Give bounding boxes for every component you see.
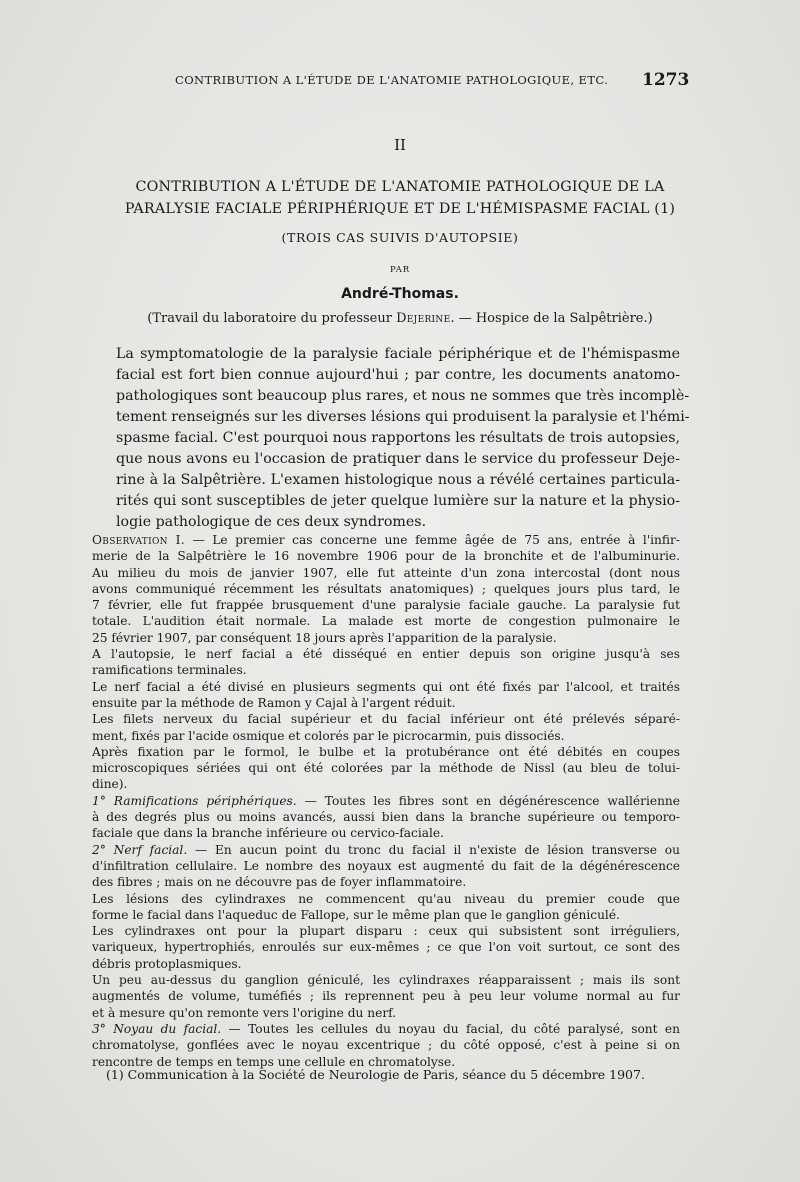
- body-line: variqueux, hypertrophiés, enroulés sur eux-mêmes ; ce que l'on voit surtout, ce sont des: [92, 940, 680, 955]
- title-line: CONTRIBUTION A L'ÉTUDE DE L'ANATOMIE PATHOLOGIQUE DE LA: [135, 179, 665, 195]
- observation-body: [92, 532, 680, 1070]
- section-label: 1° Ramifications périphériques.: [92, 793, 297, 808]
- affiliation-prefix: (Travail du laboratoire du professeur: [147, 311, 397, 326]
- intro-line: tement renseignés sur les diverses lésions qui produisent la paralysie et l'hémi-: [116, 409, 690, 425]
- body-line: faciale que dans la branche inférieure ou cervico-faciale.: [92, 826, 444, 841]
- body-line: chromatolyse, gonflées avec le noyau excentrique ; du côté opposé, c'est à peine si on: [92, 1038, 680, 1053]
- section-first-line-text: — Toutes les fibres sont en dégénérescence wallérienne: [296, 793, 680, 808]
- body-line: Les filets nerveux du facial supérieur et du facial inférieur ont été prélevés séparé-: [92, 712, 680, 727]
- affiliation-professor: Dejerine: [396, 311, 451, 326]
- section-first-line-text: — En aucun point du tronc du facial il n'existe de lésion transverse ou: [187, 842, 680, 857]
- body-line: avons communiqué récemment les résultats anatomiques) ; quelques jours plus tard, le: [92, 581, 680, 596]
- section-first-line-text: — Toutes les cellules du noyau du facial, du côté paralysé, sont en: [221, 1021, 680, 1036]
- intro-line: logie pathologique de ces deux syndromes.: [116, 514, 427, 530]
- body-line: Le nerf facial a été divisé en plusieurs segments qui ont été fixés par l'alcool, et traités: [92, 679, 680, 694]
- body-line: dine).: [92, 777, 128, 792]
- body-line: totale. L'audition était normale. La malade est morte de congestion pulmonaire le: [92, 614, 680, 629]
- body-line: Les cylindraxes ont pour la plupart disparu : ceux qui subsistent sont irréguliers,: [92, 924, 680, 939]
- body-line: rencontre de temps en temps une cellule en chromatolyse.: [92, 1054, 456, 1069]
- body-line: ensuite par la méthode de Ramon y Cajal à l'argent réduit.: [92, 695, 456, 710]
- section-first-line: [92, 793, 680, 809]
- affiliation: [90, 311, 710, 326]
- body-line: ment, fixés par l'acide osmique et colorés par le picrocarmin, puis dissociés.: [92, 728, 565, 743]
- section-first-line: [92, 842, 680, 858]
- section-number: II: [394, 136, 406, 154]
- body-line: forme le facial dans l'aqueduc de Fallope, sur le même plan que le ganglion géniculé.: [92, 907, 620, 922]
- body-line: Après fixation par le formol, le bulbe et la protubérance ont été débités en coupes: [92, 744, 680, 759]
- body-line: A l'autopsie, le nerf facial a été disséqué en entier depuis son origine jusqu'à ses: [92, 647, 680, 662]
- running-head: CONTRIBUTION A L'ÉTUDE DE L'ANATOMIE PATHOLOGIQUE, ETC.: [175, 73, 609, 87]
- body-line: Les lésions des cylindraxes ne commencent qu'au niveau du premier coude que: [92, 891, 680, 906]
- intro-line: pathologiques sont beaucoup plus rares, et nous ne sommes que très incomplè-: [116, 388, 690, 404]
- affiliation-suffix: . — Hospice de la Salpêtrière.): [450, 311, 653, 326]
- body-line: merie de la Salpêtrière le 16 novembre 1906 pour de la bronchite et de l'albuminurie.: [92, 549, 680, 564]
- body-line: Au milieu du mois de janvier 1907, elle fut atteinte d'un zona intercostal (dont nous: [92, 565, 680, 580]
- observation-first-line: [92, 532, 680, 548]
- body-line: à des degrés plus ou moins avancés, aussi bien dans la branche supérieure ou temporo-: [92, 810, 680, 825]
- body-line: 25 février 1907, par conséquent 18 jours après l'apparition de la paralysie.: [92, 630, 557, 645]
- article-title: [60, 176, 740, 220]
- byline-par: PAR: [390, 265, 410, 275]
- intro-line: rités qui sont susceptibles de jeter quelque lumière sur la nature et la physio-: [116, 493, 680, 509]
- section-first-line: [92, 1021, 680, 1037]
- intro-line: La symptomatologie de la paralysie faciale périphérique et de l'hémispasme: [116, 346, 680, 362]
- body-line: augmentés de volume, tuméfiés ; ils reprennent peu à peu leur volume normal au fur: [92, 989, 680, 1004]
- intro-line: que nous avons eu l'occasion de pratiquer dans le service du professeur Deje-: [116, 451, 680, 467]
- article-subtitle: (TROIS CAS SUIVIS D'AUTOPSIE): [281, 230, 519, 245]
- section-label: 2° Nerf facial.: [92, 842, 188, 857]
- observation-first-line-text: — Le premier cas concerne une femme âgée de 75 ans, entrée à l'infir-: [184, 533, 680, 547]
- observation-label: Observation I.: [92, 533, 185, 547]
- body-line: et à mesure qu'on remonte vers l'origine du nerf.: [92, 1005, 397, 1020]
- body-line: 7 février, elle fut frappée brusquement d'une paralysie faciale gauche. La paralysie fut: [92, 598, 680, 613]
- footnote: (1) Communication à la Société de Neurologie de Paris, séance du 5 décembre 1907.: [106, 1067, 645, 1082]
- intro-paragraph: [116, 344, 690, 533]
- body-line: Un peu au-dessus du ganglion géniculé, les cylindraxes réapparaissent ; mais ils sont: [92, 973, 680, 988]
- page-number: 1273: [642, 70, 690, 90]
- body-line: d'infiltration cellulaire. Le nombre des noyaux est augmenté du fait de la dégénérescence: [92, 858, 680, 873]
- body-line: débris protoplasmiques.: [92, 956, 242, 971]
- intro-line: facial est fort bien connue aujourd'hui ; par contre, les documents anatomo-: [116, 367, 680, 383]
- intro-line: spasme facial. C'est pourquoi nous rapportons les résultats de trois autopsies,: [116, 430, 680, 446]
- title-line: PARALYSIE FACIALE PÉRIPHÉRIQUE ET DE L'HÉMISPASME FACIAL (1): [124, 201, 676, 217]
- body-line: ramifications terminales.: [92, 663, 247, 678]
- intro-line: rine à la Salpêtrière. L'examen histologique nous a révélé certaines particula-: [116, 472, 680, 488]
- author-name: André-Thomas.: [341, 286, 459, 302]
- body-line: microscopiques sériées qui ont été colorées par la méthode de Nissl (au bleu de tolui-: [92, 761, 680, 776]
- body-line: des fibres ; mais on ne découvre pas de foyer inflammatoire.: [92, 875, 467, 890]
- section-label: 3° Noyau du facial.: [92, 1021, 222, 1036]
